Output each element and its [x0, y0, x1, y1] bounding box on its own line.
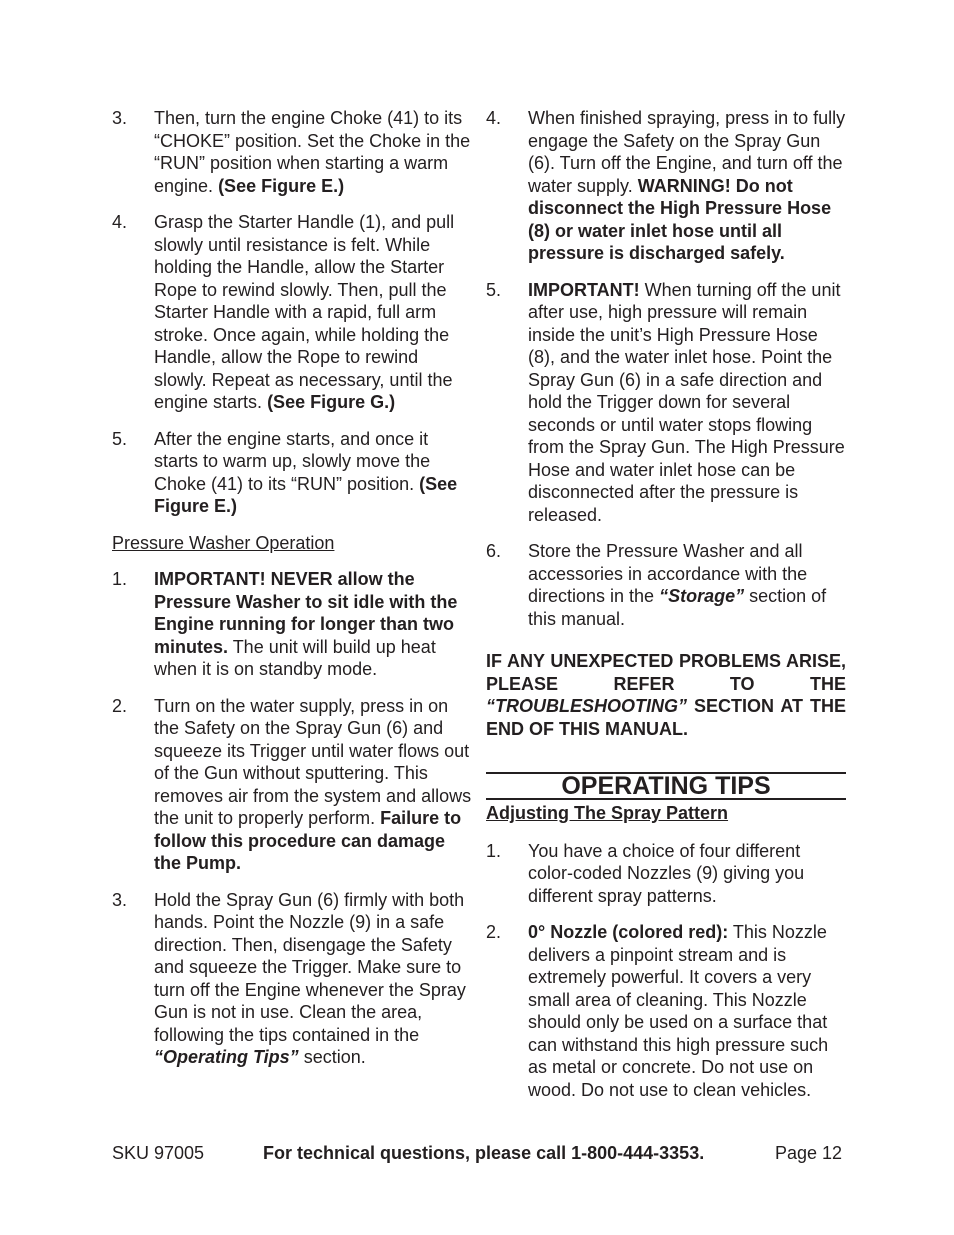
- start-step-3: [112, 107, 472, 197]
- step-number: 1.: [112, 569, 128, 589]
- step-body: Then, turn the engine Choke (41) to its “CHOKE” position. Set the Choke in the “RUN” position when starting a warm engine.: [154, 108, 471, 196]
- step-body: After the engine starts, and once it starts to warm up, slowly move the Choke (41) to its “RUN” position.: [154, 428, 431, 494]
- step-number: 3.: [112, 889, 128, 910]
- important-label: IMPORTANT!: [528, 279, 640, 300]
- section-heading: Pressure Washer Operation: [112, 532, 335, 553]
- page-number: Page 12: [774, 1143, 842, 1163]
- left-column: [112, 107, 472, 1083]
- step-body: Turn on the water supply, press in on the Safety on the Spray Gun (6) and squeeze its Trigger until water flows out of the Gun without sputtering. This removes air from the system and allows the unit to properly perform.: [154, 695, 472, 828]
- step-tail: section.: [298, 1047, 366, 1067]
- operation-step-5: [486, 279, 846, 527]
- step-number: 4.: [112, 212, 128, 232]
- tips-step-1: [486, 840, 846, 908]
- step-body: When turning off the unit after use, high pressure will remain inside the unit’s High Pressure Hose (8), and the water inlet hose. Point the Spray Gun (6) in a safe direction and hold the Trigger down for several seconds or until water stops flowing from the Spray Gun. The High Pressure Hose and water inlet hose can be disconnected after the pressure is released.: [528, 279, 845, 525]
- figure-reference: (See Figure E.): [218, 175, 345, 196]
- step-body: This Nozzle delivers a pinpoint stream and is extremely powerful. It covers a very small area of cleaning. This Nozzle should only be used on a surface that can withstand this high pressure such as metal or concrete. Do not use on wood. Do not use to clean vehicles.: [528, 922, 829, 1100]
- step-number: 5.: [112, 428, 128, 449]
- step-body: The unit will build up heat when it is on standby mode.: [154, 636, 436, 679]
- step-body: Grasp the Starter Handle (1), and pull slowly until resistance is felt. While holding the Handle, allow the Starter Rope to rewind slowly. Then, pull the Starter Handle with a rapid, full arm stroke. Once again, while holding the Handle, allow the Rope to rewind slowly. Repeat as necessary, until the engine starts.: [154, 212, 455, 412]
- step-text: [154, 695, 472, 875]
- figure-reference: (See Figure G.): [267, 392, 396, 412]
- operation-step-1: [112, 568, 472, 681]
- nozzle-label: 0° Nozzle (colored red):: [528, 922, 729, 942]
- step-number: 1.: [486, 840, 502, 861]
- figure-reference: (See Figure E.): [154, 473, 458, 516]
- operation-step-4: [486, 107, 846, 265]
- start-step-4: [112, 211, 472, 414]
- step-number: 3.: [112, 108, 128, 128]
- start-step-5: [112, 428, 472, 518]
- troubleshooting-reference: “TROUBLESHOOTING”: [486, 696, 687, 716]
- step-text: [154, 568, 472, 681]
- caution-text: Failure to follow this procedure can damage the Pump.: [154, 808, 462, 873]
- notice-text-end: SECTION AT THE END OF THIS MANUAL.: [486, 696, 846, 739]
- notice-text: IF ANY UNEXPECTED PROBLEMS ARISE, PLEASE REFER TO THE: [486, 651, 846, 694]
- sku-number: SKU 97005: [112, 1143, 205, 1163]
- step-text: [154, 428, 472, 518]
- step-text: [528, 540, 846, 630]
- step-text: [154, 211, 472, 414]
- right-column: [486, 107, 846, 1115]
- section-reference: “Operating Tips”: [154, 1047, 299, 1067]
- step-text: [154, 889, 472, 1069]
- support-phone: For technical questions, please call 1-800-444-3353.: [263, 1143, 705, 1163]
- tips-subheading: Adjusting The Spray Pattern: [486, 803, 729, 823]
- step-number: 2.: [112, 695, 128, 716]
- step-number: 5.: [486, 279, 502, 300]
- step-body: Store the Pressure Washer and all accessories in accordance with the directions in the: [528, 541, 808, 606]
- operation-step-2: [112, 695, 472, 875]
- step-body: Hold the Spray Gun (6) firmly with both hands. Point the Nozzle (9) in a safe direction. Then, disengage the Safety and squeeze the Trigger. Make sure to turn off the Engine whenever the Spray Gun is not in use. Clean the area, following the tips contained in the: [154, 889, 466, 1045]
- step-number: 4.: [486, 108, 502, 128]
- step-text: [528, 921, 846, 1101]
- step-number: 2.: [486, 922, 502, 942]
- operation-step-3: [112, 889, 472, 1069]
- tips-step-2: [486, 921, 846, 1101]
- step-tail: section of this manual.: [528, 586, 827, 629]
- section-reference: “Storage”: [659, 586, 745, 606]
- troubleshooting-notice: [486, 650, 846, 740]
- step-text: [154, 107, 472, 197]
- step-number: 6.: [486, 541, 502, 561]
- step-text: [528, 279, 846, 527]
- warning-text: WARNING! Do not disconnect the High Pressure Hose (8) or water inlet hose until all pressure is discharged safely.: [528, 175, 832, 263]
- step-text: [528, 107, 846, 265]
- step-text: You have a choice of four different color-coded Nozzles (9) giving you different spray patterns.: [528, 840, 805, 906]
- operation-step-6: [486, 540, 846, 630]
- important-warning: IMPORTANT! NEVER allow the Pressure Washer to sit idle with the Engine running for longer than two minutes.: [154, 569, 458, 657]
- operating-tips-title: OPERATING TIPS: [486, 772, 846, 800]
- step-body: When finished spraying, press in to fully engage the Safety on the Spray Gun (6). Turn off the Engine, and turn off the water supply.: [528, 108, 846, 196]
